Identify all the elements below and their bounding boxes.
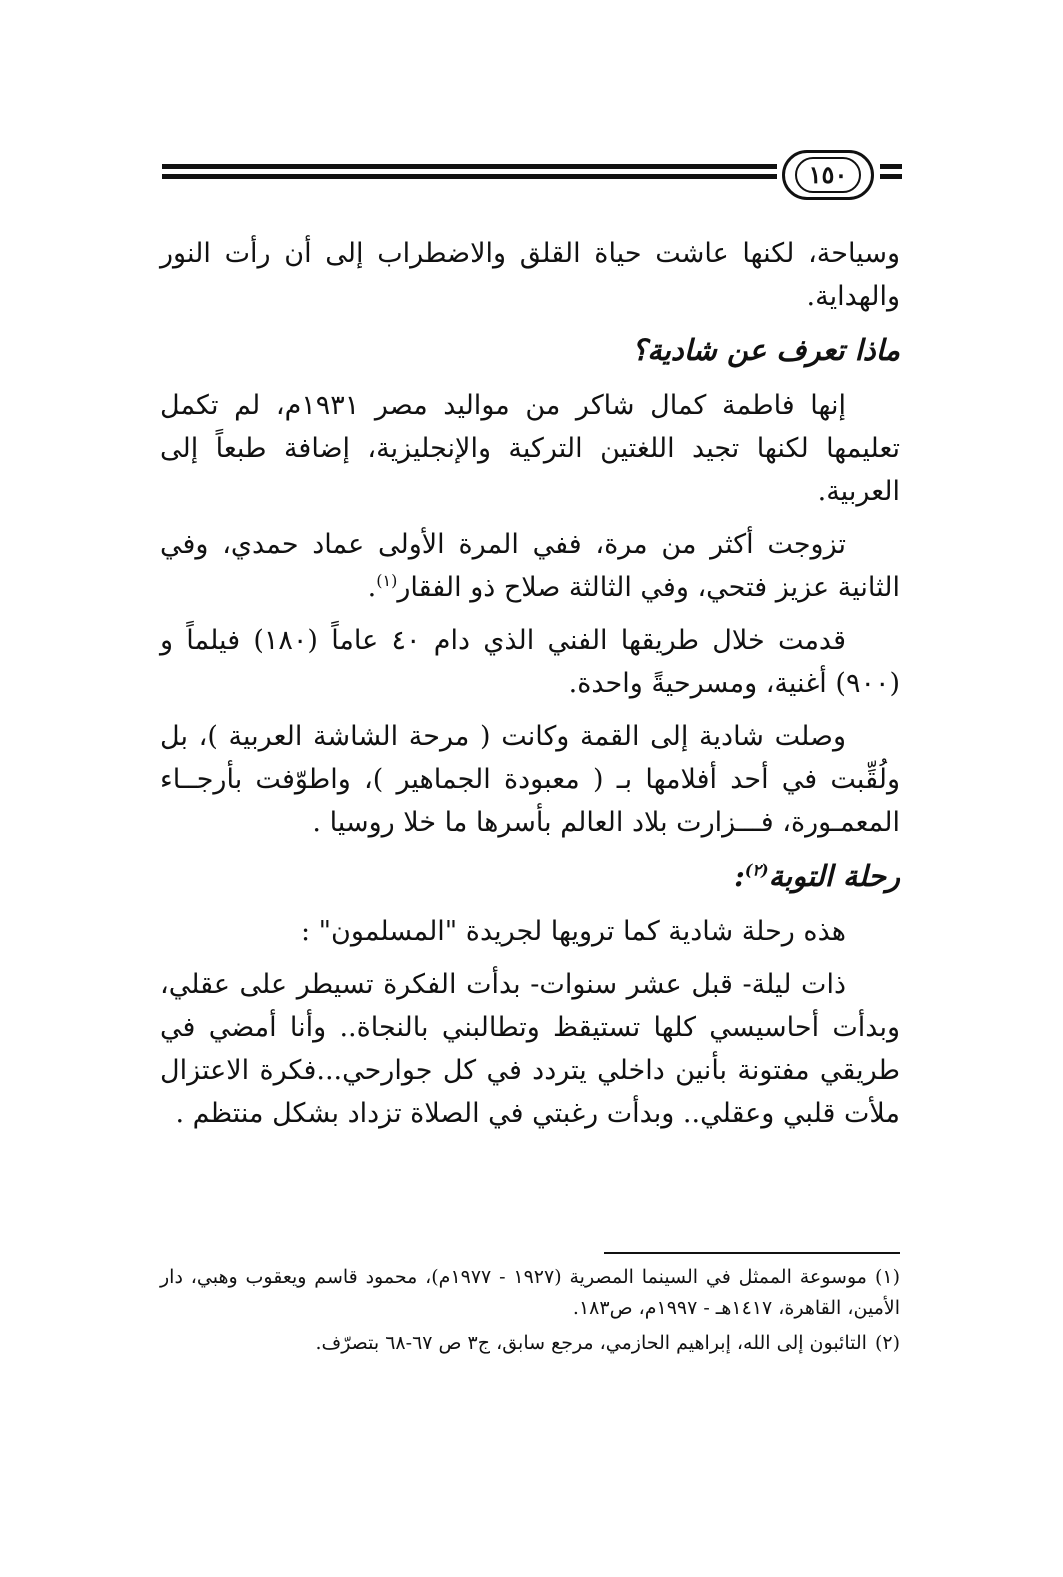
paragraph: ذات ليلة- قبل عشر سنوات- بدأت الفكرة تسيطر على عقلي، وبدأت أحاسيسي كلها تستيقظ وتطالبني بالنجاة.. وأنا أمضي في طريقي مفتونة بأنين داخلي يتردد في كل جوارحي...فكرة الاعتزال ملأت قلبي وعقلي.. وبدأت رغبتي في الصلاة تزداد بشكل منتظم . [160,969,900,1129]
footnote-ref[interactable]: (٢) [744,860,769,880]
heading-text: رحلة التوبة [768,859,900,893]
footnote-ref[interactable]: (١) [376,571,398,590]
paragraph: إنها فاطمة كمال شاكر من مواليد مصر ١٩٣١م، لم تكمل تعليمها لكنها تجيد اللغتين التركية والإنجليزية، إضافة طبعاً إلى العربية. [160,390,900,507]
header-rule-right [880,164,902,184]
page-number: ١٥٠ [795,157,862,193]
footnote-number: (١) [874,1266,901,1288]
paragraph-text: تزوجت أكثر من مرة، ففي المرة الأولى عماد حمدي، وفي الثانية عزيز فتحي، وفي الثالثة صلاح ذو الفقار [160,529,900,603]
body-text [160,232,900,1145]
section-heading: ماذا تعرف عن شادية؟ [631,333,900,367]
paragraph: وسياحة، لكنها عاشت حياة القلق والاضطراب إلى أن رأت النور والهداية. [160,238,900,312]
paragraph-end: . [367,572,377,603]
footnote-text: التائبون إلى الله، إبراهيم الحازمي، مرجع سابق، ج٣ ص ٦٧-٦٨ بتصرّف. [315,1332,867,1354]
header-rule-left [162,164,777,184]
footnotes [160,1262,900,1363]
section-heading [160,854,900,898]
footnote-number: (٢) [874,1332,900,1354]
paragraph: هذه رحلة شادية كما ترويها لجريدة "المسلمون" : [300,916,846,947]
paragraph: وصلت شادية إلى القمة وكانت ( مرحة الشاشة العربية )، بل ولُقِّبت في أحد أفلامها بـ ( معبودة الجماهير )، واطوّفت بأرجــاء المعمـورة، فـــزارت بلاد العالم بأسرها ما خلا روسيا . [160,721,900,838]
page-header [162,148,902,206]
paragraph [160,523,900,609]
paragraph: قدمت خلال طريقها الفني الذي دام ٤٠ عاماً (١٨٠) فيلماً و (٩٠٠) أغنية، ومسرحيةً واحدة. [160,625,900,699]
footnote-item [160,1328,900,1359]
footnote-divider [604,1252,900,1254]
footnote-text: موسوعة الممثل في السينما المصرية (١٩٢٧ - ١٩٧٧م)، محمود قاسم ويعقوب وهبي، دار الأمين، القاهرة، ١٤١٧هـ - ١٩٩٧م، ص١٨٣. [160,1266,900,1319]
page-number-badge [782,150,874,200]
heading-colon: : [734,859,745,893]
footnote-item [160,1262,900,1324]
